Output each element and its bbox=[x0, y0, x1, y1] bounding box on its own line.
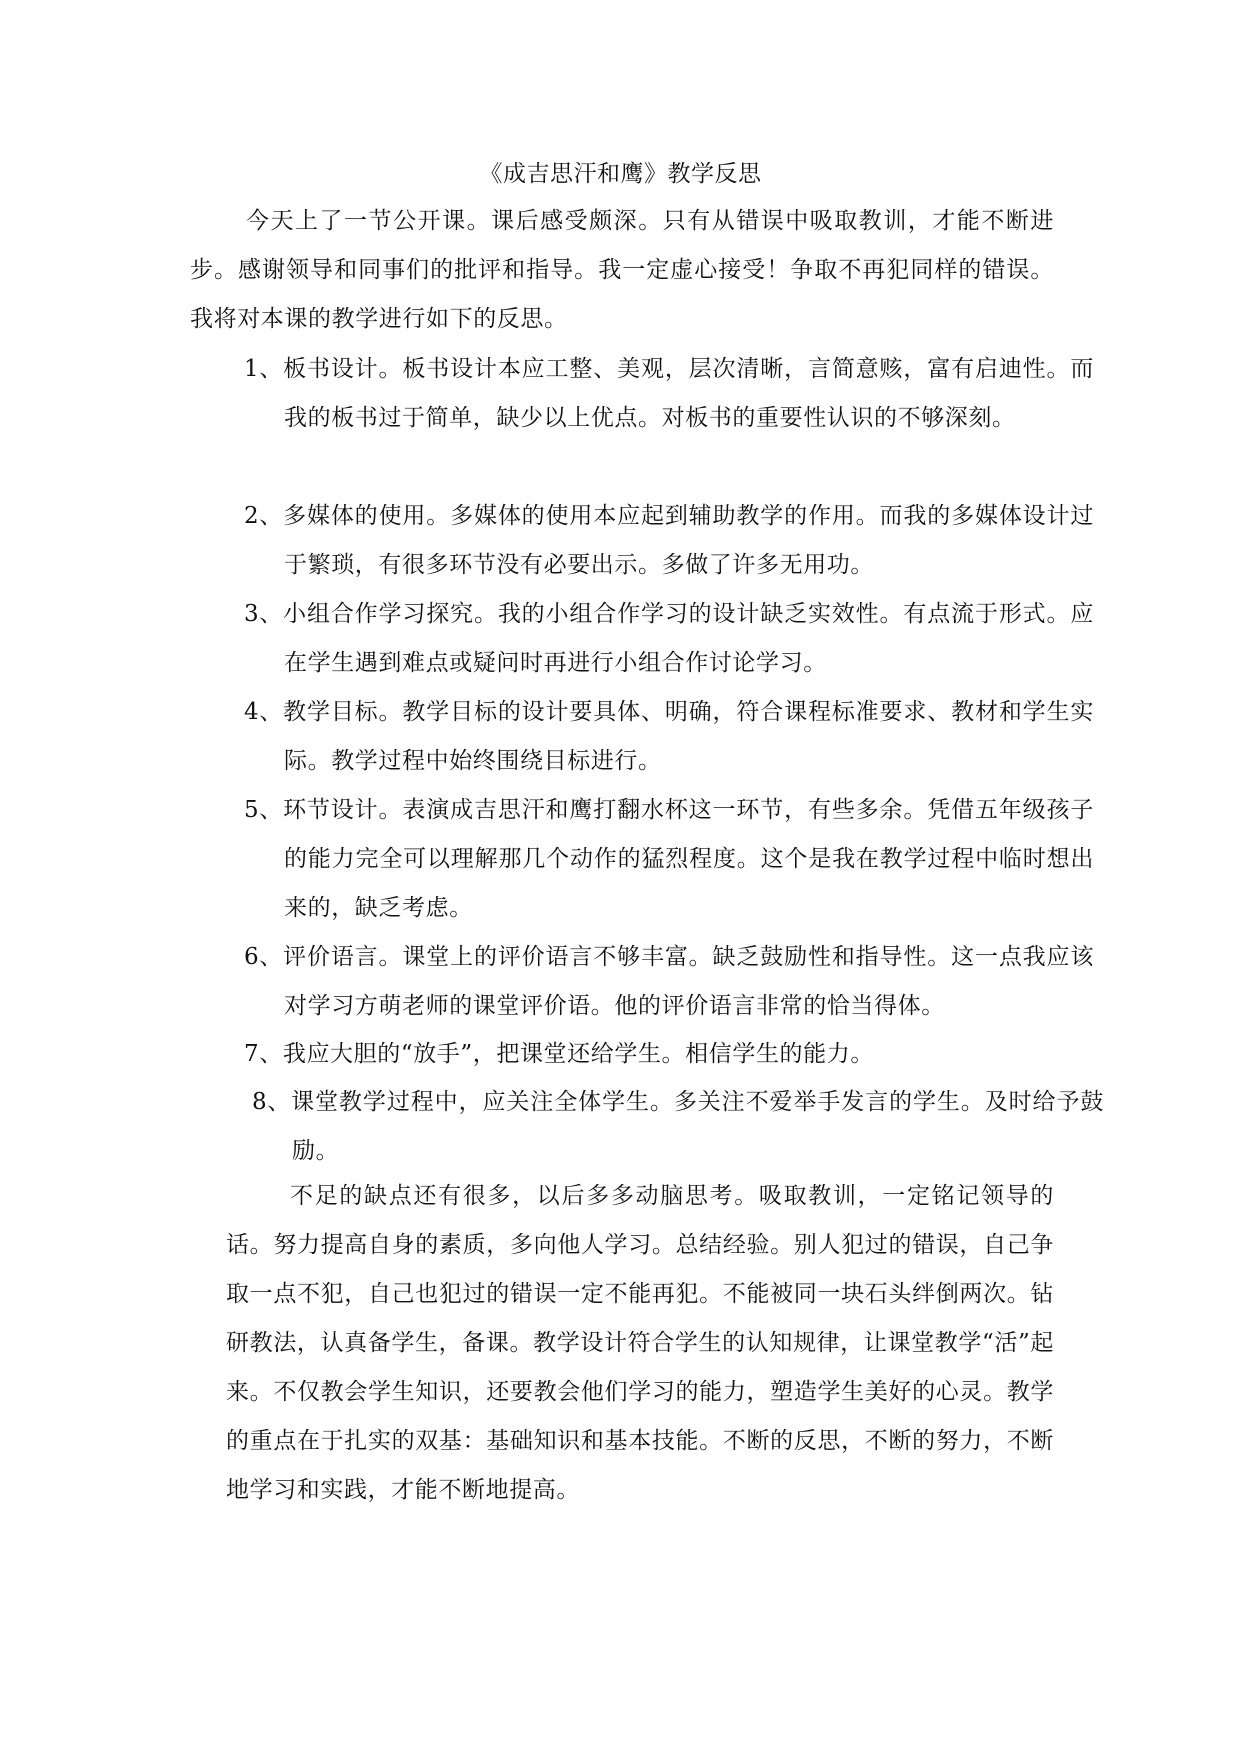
list-item bbox=[244, 688, 1094, 786]
list-item bbox=[244, 933, 1094, 1031]
list-item-text: 课堂教学过程中，应关注全体学生。多关注不爱举手发言的学生。及时给予鼓励。 bbox=[290, 1089, 1104, 1164]
list-item-text: 我应大胆的“放手”，把课堂还给学生。相信学生的能力。 bbox=[282, 1041, 874, 1067]
list-item-number: 3、 bbox=[244, 601, 283, 627]
list-item-text: 教学目标。教学目标的设计要具体、明确，符合课程标准要求、教材和学生实际。教学过程中始终围绕目标进行。 bbox=[282, 699, 1094, 774]
list-item-number: 2、 bbox=[244, 503, 283, 529]
list-item-text: 环节设计。表演成吉思汗和鹰打翻水杯这一环节，有些多余。凭借五年级孩子的能力完全可以理解那几个动作的猛烈程度。这个是我在教学过程中临时想出来的，缺乏考虑。 bbox=[282, 797, 1094, 921]
closing-paragraph: 不足的缺点还有很多，以后多多动脑思考。吸取教训，一定铭记领导的话。努力提高自身的素质，多向他人学习。总结经验。别人犯过的错误，自己争取一点不犯，自己也犯过的错误一定不能再犯。不能被同一块石头绊倒两次。钻研教法，认真备学生，备课。教学设计符合学生的认知规律，让课堂教学“活”起来。不仅教会学生知识，还要教会他们学习的能力，塑造学生美好的心灵。教学的重点在于扎实的双基：基础知识和基本技能。不断的反思，不断的努力，不断地学习和实践，才能不断地提高。 bbox=[226, 1183, 1054, 1503]
list-item bbox=[244, 1030, 1094, 1079]
list-item-number: 4、 bbox=[244, 699, 283, 725]
intro-paragraph: 今天上了一节公开课。课后感受颇深。只有从错误中吸取教训，才能不断进步。感谢领导和同事们的批评和指导。我一定虚心接受！争取不再犯同样的错误。我将对本课的教学进行如下的反思。 bbox=[190, 208, 1054, 332]
list-item bbox=[252, 1078, 1104, 1176]
list-item bbox=[244, 590, 1094, 688]
list-item-number: 6、 bbox=[244, 944, 283, 970]
list-item bbox=[244, 345, 1094, 443]
list-item-text: 板书设计。板书设计本应工整、美观，层次清晰，言简意赅，富有启迪性。而我的板书过于简单，缺少以上优点。对板书的重要性认识的不够深刻。 bbox=[282, 356, 1094, 431]
list-item-number: 1、 bbox=[244, 356, 283, 382]
document-title: 《成吉思汗和鹰》教学反思 bbox=[479, 161, 762, 187]
list-item-number: 8、 bbox=[252, 1089, 291, 1115]
list-item bbox=[244, 492, 1094, 590]
list-item-number: 7、 bbox=[244, 1041, 283, 1067]
list-item-text: 评价语言。课堂上的评价语言不够丰富。缺乏鼓励性和指导性。这一点我应该对学习方萌老师的课堂评价语。他的评价语言非常的恰当得体。 bbox=[282, 944, 1094, 1019]
list-item bbox=[244, 786, 1094, 933]
list-item-number: 5、 bbox=[244, 797, 283, 823]
list-item-text: 多媒体的使用。多媒体的使用本应起到辅助教学的作用。而我的多媒体设计过于繁琐，有很多环节没有必要出示。多做了许多无用功。 bbox=[282, 503, 1094, 578]
list-item-text: 小组合作学习探究。我的小组合作学习的设计缺乏实效性。有点流于形式。应在学生遇到难点或疑问时再进行小组合作讨论学习。 bbox=[282, 601, 1094, 676]
